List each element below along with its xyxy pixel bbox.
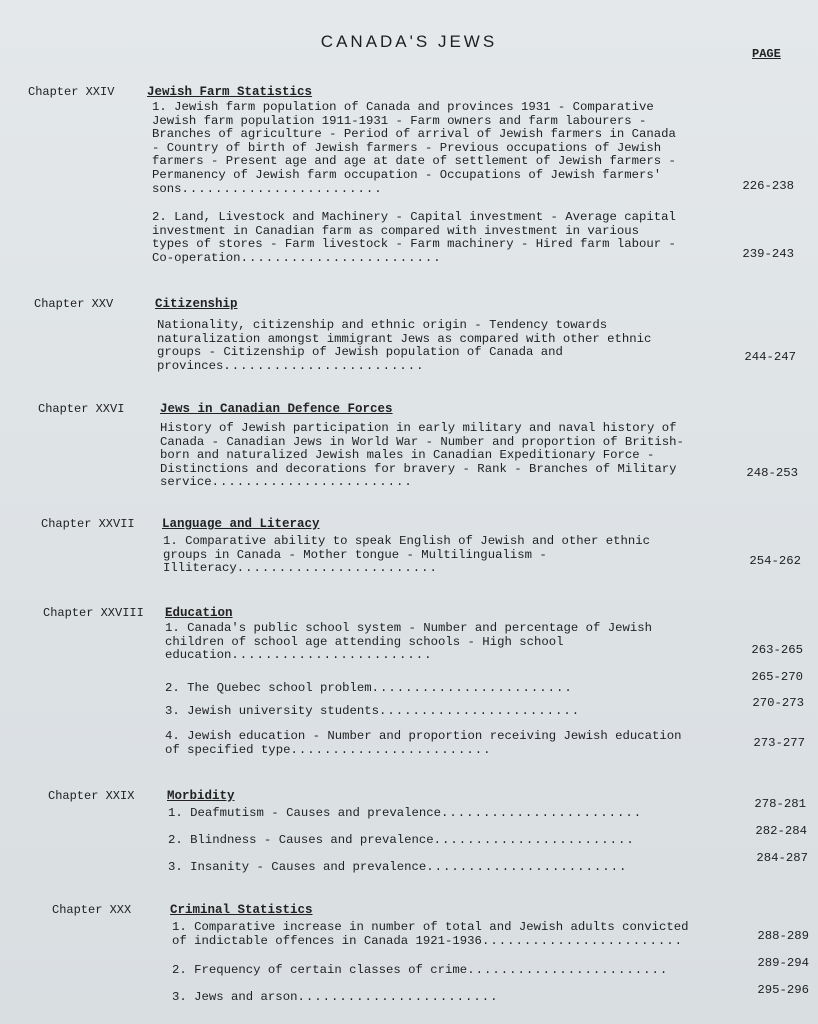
leader-dots: ........................ [481, 933, 684, 948]
toc-entry: 1. Canada's public school system - Number and percentage of Jewish children of school age attending schools - High school education........................ [165, 621, 653, 663]
chapter-title: Language and Literacy [162, 517, 320, 531]
chapter-label: Chapter XXIX [48, 789, 135, 803]
page-range: 270-273 [752, 696, 804, 710]
toc-entry: 1. Comparative ability to speak English of Jewish and other ethnic groups in Canada - Mother tongue - Multilingualism - Illiteracy........................ [163, 534, 651, 576]
chapter-title: Citizenship [155, 297, 238, 311]
page-column-header: PAGE [752, 47, 781, 61]
leader-dots: ........................ [441, 806, 643, 820]
leader-dots: ........................ [290, 742, 492, 757]
chapter-title: Jews in Canadian Defence Forces [160, 402, 393, 416]
leader-dots: ........................ [231, 648, 433, 663]
chapter-title: Morbidity [167, 789, 235, 803]
chapter-title: Criminal Statistics [170, 903, 313, 917]
leader-dots: ........................ [223, 358, 425, 373]
chapter-label: Chapter XXV [34, 297, 114, 311]
leader-dots: ........................ [467, 963, 669, 977]
chapter-label: Chapter XXX [52, 903, 132, 917]
page-range: 289-294 [757, 956, 809, 970]
toc-entry: 3. Insanity - Causes and prevalence........................ [168, 860, 628, 874]
page-range: 295-296 [757, 983, 809, 997]
chapter-label: Chapter XXVI [38, 402, 125, 416]
page-range: 265-270 [751, 670, 803, 684]
toc-entry: 2. The Quebec school problem........................ [165, 681, 573, 695]
toc-entry: 1. Deafmutism - Causes and prevalence........................ [168, 806, 643, 820]
chapter-title: Education [165, 606, 233, 620]
toc-entry: Nationality, citizenship and ethnic origin - Tendency towards naturalization amongst immigrant Jews as compared with other ethnic groups - Citizenship of Jewish population of Canada and provinces........................ [157, 318, 652, 373]
toc-entry: 1. Comparative increase in number of total and Jewish adults convicted of indictable offences in Canada 1921-1936........................ [172, 920, 689, 948]
page-range: 284-287 [756, 851, 808, 865]
leader-dots: ........................ [426, 860, 628, 874]
page-range: 239-243 [742, 247, 794, 261]
page-range: 226-238 [742, 179, 794, 193]
leader-dots: ........................ [297, 990, 499, 1004]
toc-entry: 2. Frequency of certain classes of crime........................ [172, 963, 669, 977]
chapter-label: Chapter XXVII [41, 517, 135, 531]
toc-entry: 3. Jews and arson........................ [172, 990, 499, 1004]
leader-dots: ........................ [211, 475, 413, 490]
toc-entry: History of Jewish participation in early military and naval history of Canada - Canadian Jews in World War - Number and proportion of British-born and naturalized Jewish males in Canadian Expeditionary Force - Distinctions and decorations for bravery - Rank - Branches of Military service........................ [160, 421, 684, 490]
leader-dots: ........................ [181, 181, 383, 196]
chapter-title: Jewish Farm Statistics [147, 85, 313, 99]
toc-entry: 4. Jewish education - Number and proportion receiving Jewish education of specified type........................ [165, 729, 682, 757]
page-range: 244-247 [744, 350, 796, 364]
page-range: 248-253 [746, 466, 798, 480]
leader-dots: ........................ [236, 561, 438, 576]
page-range: 288-289 [757, 929, 809, 943]
toc-entry: 1. Jewish farm population of Canada and provinces 1931 - Comparative Jewish farm population 1911-1931 - Farm owners and farm labourers - Branches of agriculture - Period of arrival of Jewish farmers in Canada - Country of birth of Jewish farmers - Previous occupations of Jewish farmers - Present age and age at date of settlement of Jewish farmers - Permanency of Jewish farm occupation - Occupations of Jewish farmers' sons........................ [152, 100, 676, 196]
toc-entry: 3. Jewish university students........................ [165, 704, 581, 718]
toc-entry: 2. Blindness - Causes and prevalence........................ [168, 833, 635, 847]
leader-dots: ........................ [379, 704, 581, 718]
chapter-label: Chapter XXVIII [43, 606, 144, 620]
leader-dots: ........................ [433, 833, 635, 847]
page-range: 282-284 [755, 824, 807, 838]
page-range: 273-277 [753, 736, 805, 750]
leader-dots: ........................ [240, 250, 442, 265]
toc-entry: 2. Land, Livestock and Machinery - Capital investment - Average capital investment in Canadian farm as compared with investment in various types of stores - Farm livestock - Farm machinery - Hired farm labour - Co-operation........................ [152, 210, 676, 265]
page-range: 263-265 [751, 643, 803, 657]
leader-dots: ........................ [371, 681, 573, 695]
chapter-label: Chapter XXIV [28, 85, 115, 99]
document-title: CANADA'S JEWS [320, 32, 498, 51]
page-range: 278-281 [754, 797, 806, 811]
page-range: 254-262 [749, 554, 801, 568]
